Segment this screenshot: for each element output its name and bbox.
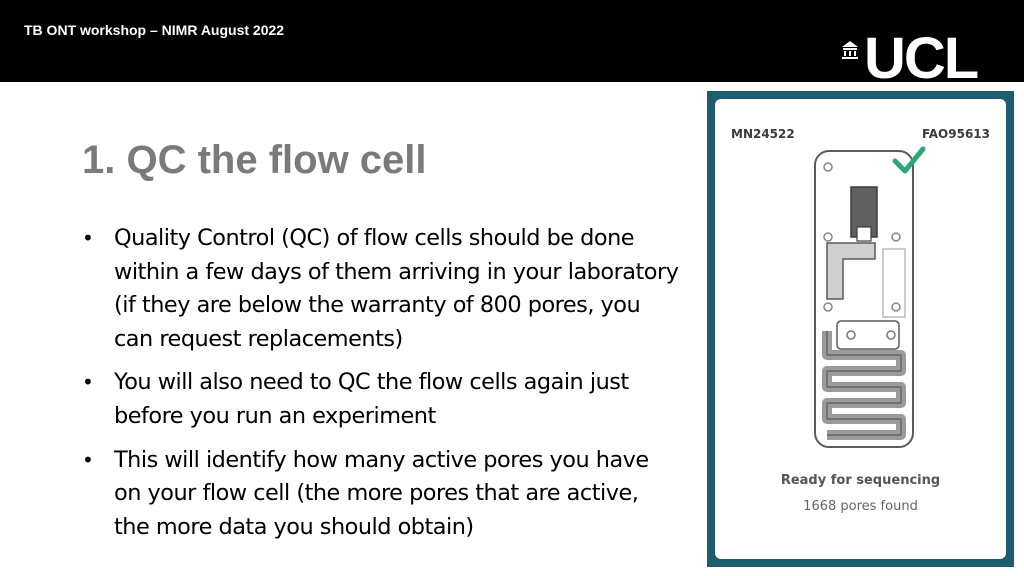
bullet-list [80,222,680,554]
pores-found: 1668 pores found [803,499,918,514]
slide-title: 1. QC the flow cell [82,138,427,182]
bullet-item [80,366,680,433]
bullet-item [80,444,680,545]
flowcell-diagram [715,99,1006,559]
ucl-logo-text: UCL [864,26,978,91]
header-bar [0,0,1024,91]
bullet-symbol: • [82,370,94,395]
bullet-item [80,222,680,356]
flowcell-id: FAO95613 [921,127,990,141]
bullet-symbol: • [82,226,94,250]
portico-icon [840,40,860,60]
flowcell-panel [707,91,1014,567]
bullet-symbol: • [82,447,94,472]
bullet-text: This will identify how many active pores you have on your flow cell (the more pores that are active, the more data you should obtain) [114,446,649,540]
workshop-header: TB ONT workshop – NIMR August 2022 [24,22,285,38]
bullet-text: Quality Control (QC) of flow cells should be done within a few days of them arriving in your laboratory (if they are below the warranty of 800 pores, you can request replacements) [114,225,679,352]
ucl-logo [840,26,1010,91]
bullet-text: You will also need to QC the flow cells again just before you run an experiment [114,369,629,429]
flowcell-card [715,99,1006,559]
device-id: MN24522 [731,127,795,141]
check-icon [895,149,923,171]
status-text: Ready for sequencing [780,473,941,488]
